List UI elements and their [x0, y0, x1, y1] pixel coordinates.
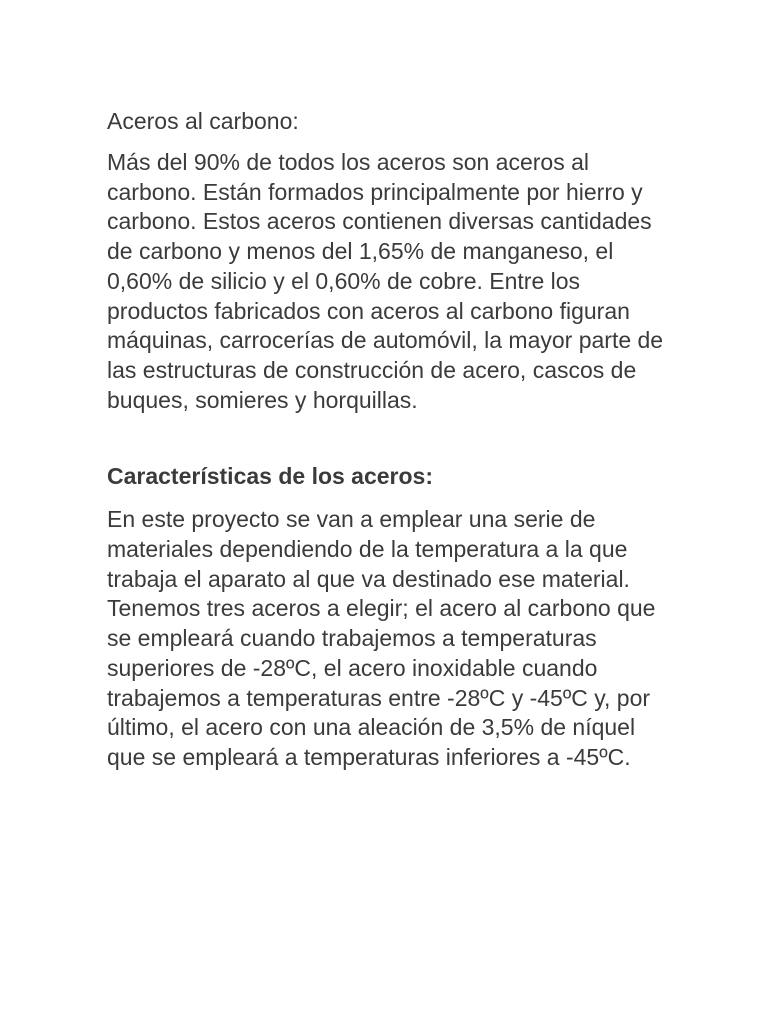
- section-heading-steel-characteristics: Características de los aceros:: [107, 463, 434, 490]
- paragraph-steel-characteristics: En este proyecto se van a emplear una serie de materiales dependiendo de la temperatura a la que trabaja el aparato al que va destinado ese material. Tenemos tres aceros a elegir; el acero al carbono que se empleará cuando trabajemos a temperaturas superiores de -28ºC, el acero inoxidable cuando trabajemos a temperaturas entre -28ºC y -45ºC y, por último, el acero con una aleación de 3,5% de níquel que se empleará a temperaturas inferiores a -45ºC.: [107, 506, 656, 770]
- section-heading-carbon-steels: Aceros al carbono:: [107, 108, 299, 134]
- paragraph-carbon-steels: Más del 90% de todos los aceros son aceros al carbono. Están formados principalmente por hierro y carbono. Estos aceros contienen diversas cantidades de carbono y menos del 1,65% de manganeso, el 0,60% de silicio y el 0,60% de cobre. Entre los productos fabricados con aceros al carbono figuran máquinas, carrocerías de automóvil, la mayor parte de las estructuras de construcción de acero, cascos de buques, somieres y horquillas.: [107, 149, 664, 413]
- document-page: [107, 106, 667, 773]
